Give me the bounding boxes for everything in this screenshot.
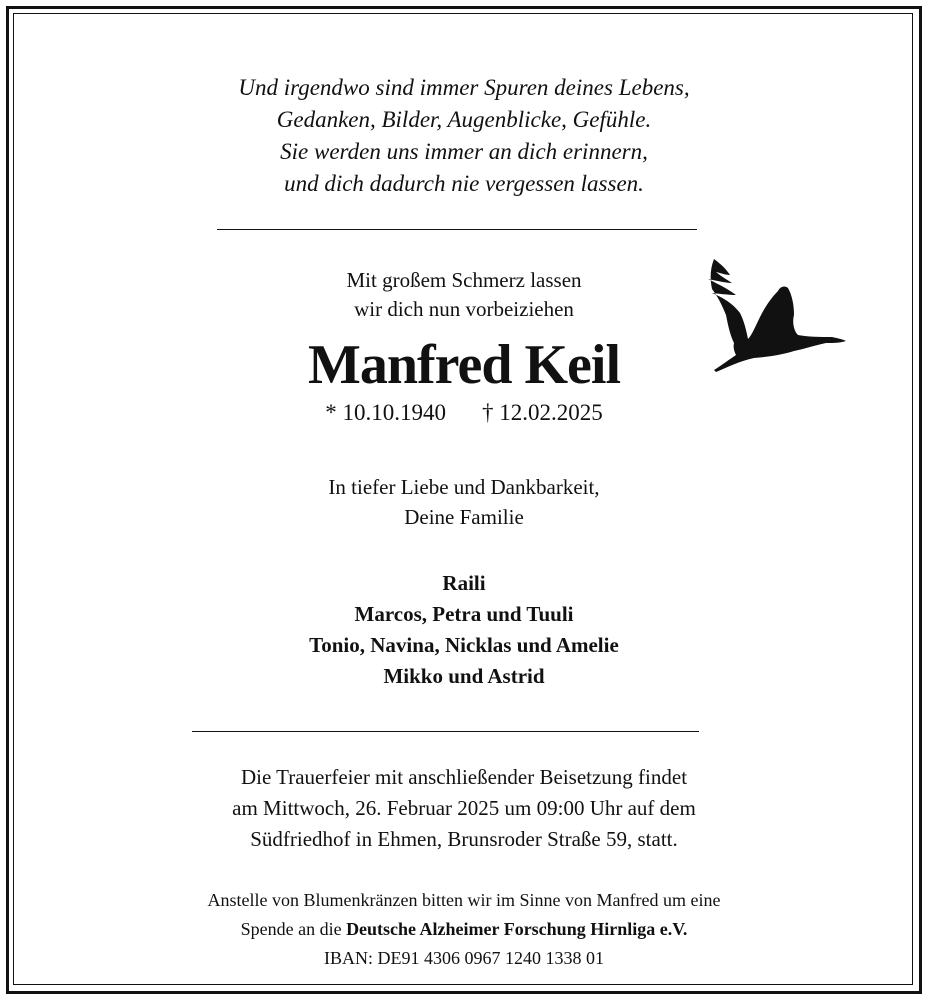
poem-line: Und irgendwo sind immer Spuren deines Lebens, xyxy=(238,75,690,100)
poem-line: und dich dadurch nie vergessen lassen. xyxy=(284,171,644,196)
intro-line-2: wir dich nun vorbeiziehen xyxy=(354,297,574,321)
farewell-text xyxy=(0,472,928,532)
donation-organization: Deutsche Alzheimer Forschung Hirnliga e.V. xyxy=(346,919,688,939)
poem-line: Sie werden uns immer an dich erinnern, xyxy=(280,139,648,164)
family-member: Marcos, Petra und Tuuli xyxy=(354,602,574,626)
birth-date: * 10.10.1940 xyxy=(325,400,446,425)
poem-line: Gedanken, Bilder, Augenblicke, Gefühle. xyxy=(276,107,652,132)
flying-crane-icon xyxy=(700,255,848,377)
memorial-poem xyxy=(0,72,928,200)
family-names xyxy=(0,568,928,692)
family-member: Raili xyxy=(442,571,486,595)
life-dates xyxy=(0,398,928,428)
donation-iban: IBAN: DE91 4306 0967 1240 1338 01 xyxy=(324,948,604,968)
intro-line-1: Mit großem Schmerz lassen xyxy=(346,268,582,292)
death-date: † 12.02.2025 xyxy=(482,400,603,425)
donation-line-2 xyxy=(0,915,928,944)
farewell-line-2: Deine Familie xyxy=(404,505,524,529)
deceased-name: Manfred Keil xyxy=(307,334,621,396)
family-member: Mikko und Astrid xyxy=(383,664,545,688)
donation-line-1: Anstelle von Blumenkränzen bitten wir im Sinne von Manfred um eine xyxy=(207,890,721,910)
ceremony-line: Die Trauerfeier mit anschließender Beisetzung findet xyxy=(240,765,688,789)
farewell-line-1: In tiefer Liebe und Dankbarkeit, xyxy=(328,475,600,499)
donation-info xyxy=(0,886,928,973)
ceremony-info xyxy=(0,762,928,855)
ceremony-line: Südfriedhof in Ehmen, Brunsroder Straße 59, statt. xyxy=(250,827,678,851)
divider-top xyxy=(217,229,697,230)
donation-prefix: Spende an die xyxy=(240,919,347,939)
family-member: Tonio, Navina, Nicklas und Amelie xyxy=(309,633,619,657)
ceremony-line: am Mittwoch, 26. Februar 2025 um 09:00 Uhr auf dem xyxy=(232,796,696,820)
divider-bottom xyxy=(192,731,699,732)
